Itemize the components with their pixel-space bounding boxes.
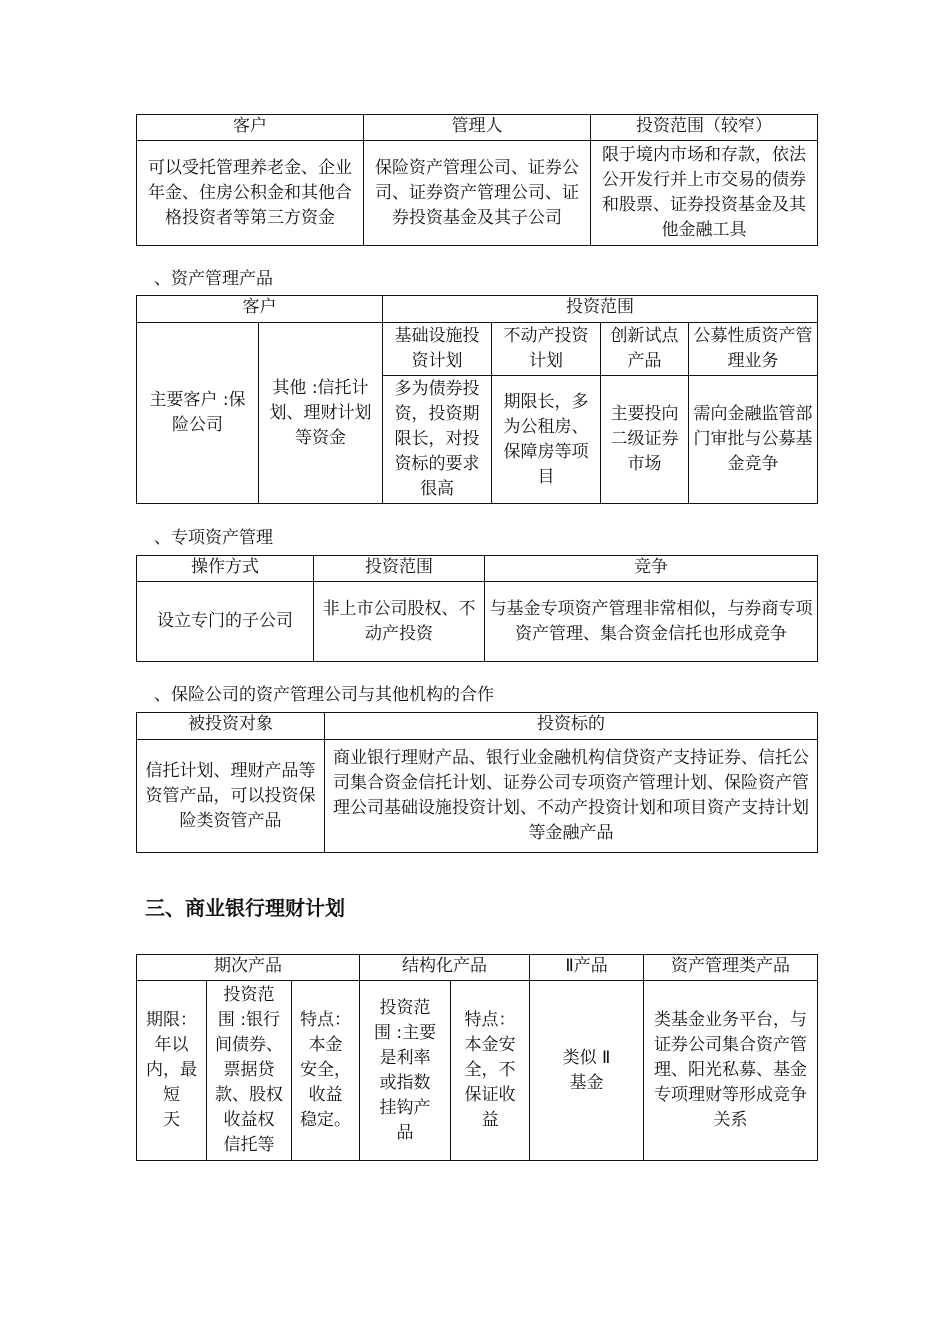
table-cell-investee: 信托计划、理财产品等资管产品，可以投资保险类资管产品 — [137, 740, 325, 853]
table-header-client: 客户 — [137, 115, 364, 141]
table-cell-competition: 与基金专项资产管理非常相似，与券商专项资产管理、集合资金信托也形成竞争 — [485, 582, 818, 662]
table-header-periodic-product: 期次产品 — [137, 955, 360, 981]
table-cell-infrastructure: 多为债券投资，投资期限长，对投资标的要求很高 — [383, 376, 492, 504]
table-cell-innovation: 主要投向二级证券市场 — [601, 376, 689, 504]
table-header-competition: 竞争 — [485, 556, 818, 582]
table-cell-targets: 商业银行理财产品、银行业金融机构信贷资产支持证券、信托公司集合资金信托计划、证券公司专项资产管理计划、保险资产管理公司基础设施投资计划、不动产投资计划和项目资产支持计划等金融产品 — [325, 740, 818, 853]
table-header-manager: 管理人 — [364, 115, 591, 141]
table-cell-scope: 非上市公司股权、不动产投资 — [314, 582, 485, 662]
table-header-scope: 投资范围 — [314, 556, 485, 582]
table-subheader-public-fund: 公募性质资产管理业务 — [689, 323, 818, 376]
table-cell-term: 期限： 年以 内，最 短 天 — [137, 981, 207, 1161]
table-header-structured-product: 结构化产品 — [360, 955, 530, 981]
table-subheader-infrastructure: 基础设施投资计划 — [383, 323, 492, 376]
table-cell-manager: 保险资产管理公司、证券公司、证券资产管理公司、证券投资基金及其子公司 — [364, 141, 591, 246]
table-cooperation — [136, 712, 818, 853]
table-cell-client: 可以受托管理养老金、企业年金、住房公积金和其他合格投资者等第三方资金 — [137, 141, 364, 246]
table-special-asset — [136, 555, 818, 662]
section-title-special-asset: 、专项资产管理 — [154, 528, 273, 548]
table-asset-manager — [136, 114, 818, 246]
table-header-scope: 投资范围 — [383, 296, 818, 323]
table-header-qdii-product: Ⅱ产品 — [530, 955, 644, 981]
table-cell-public-fund: 需向金融监管部门审批与公募基金竞争 — [689, 376, 818, 504]
table-cell-periodic-scope: 投资范 围 :银行 间债券、 票据贷 款、股权 收益权 信托等 — [207, 981, 292, 1161]
section-title-cooperation: 、保险公司的资产管理公司与其他机构的合作 — [154, 685, 494, 705]
table-header-investee: 被投资对象 — [137, 713, 325, 740]
table-header-operation: 操作方式 — [137, 556, 314, 582]
table-cell-qdii: 类似 Ⅱ 基金 — [530, 981, 644, 1161]
table-cell-operation: 设立专门的子公司 — [137, 582, 314, 662]
table-subheader-real-estate: 不动产投资计划 — [492, 323, 601, 376]
table-cell-real-estate: 期限长，多为公租房、保障房等项目 — [492, 376, 601, 504]
table-asset-products — [136, 295, 818, 504]
table-header-client: 客户 — [137, 296, 383, 323]
table-header-scope: 投资范围（较窄） — [591, 115, 818, 141]
table-bank-wealth-plans — [136, 954, 818, 1161]
table-cell-other-client: 其他 :信托计划、理财计划等资金 — [259, 323, 383, 504]
table-cell-asset-mgmt: 类基金业务平台，与证券公司集合资产管理、阳光私募、基金专项理财等形成竞争关系 — [644, 981, 818, 1161]
table-cell-structured-scope: 投资范 围 :主要 是利率 或指数 挂钩产 品 — [360, 981, 451, 1161]
table-cell-periodic-feature: 特点： 本金 安全， 收益 稳定。 — [292, 981, 360, 1161]
table-header-targets: 投资标的 — [325, 713, 818, 740]
table-header-asset-mgmt-product: 资产管理类产品 — [644, 955, 818, 981]
section-title-asset-products: 、资产管理产品 — [154, 269, 273, 289]
heading-bank-wealth-plans: 三、商业银行理财计划 — [145, 896, 345, 920]
table-cell-scope: 限于境内市场和存款，依法公开发行并上市交易的债券和股票、证券投资基金及其他金融工具 — [591, 141, 818, 246]
table-cell-structured-feature: 特点： 本金安 全，不 保证收 益 — [451, 981, 530, 1161]
table-cell-main-client: 主要客户 :保险公司 — [137, 323, 259, 504]
table-subheader-innovation: 创新试点产品 — [601, 323, 689, 376]
